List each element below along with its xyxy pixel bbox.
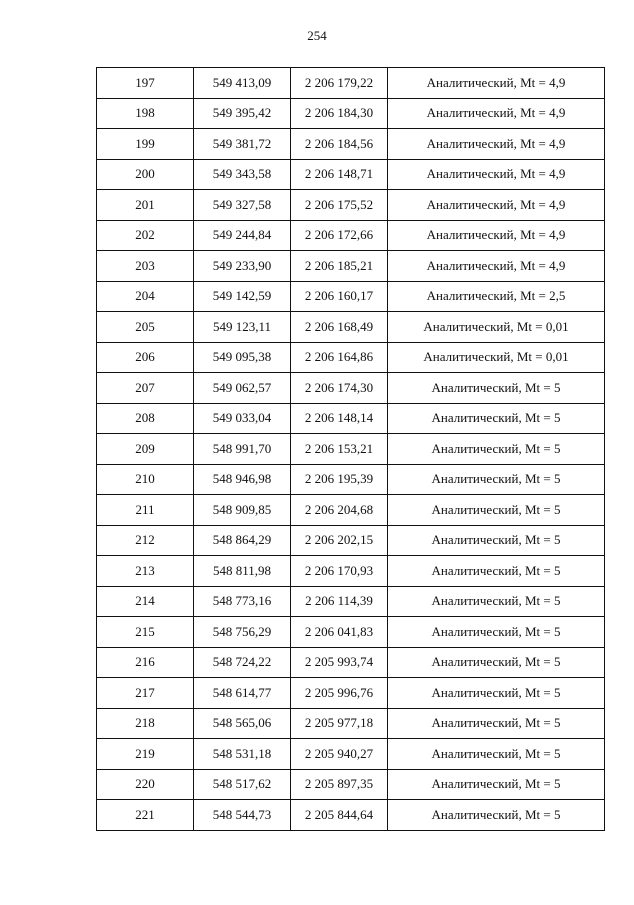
point-number-cell: 201: [97, 190, 194, 221]
y-coordinate-cell: 2 206 175,52: [291, 190, 388, 221]
x-coordinate-cell: 549 095,38: [194, 342, 291, 373]
x-coordinate-cell: 549 381,72: [194, 129, 291, 160]
point-number-cell: 206: [97, 342, 194, 373]
point-number-cell: 197: [97, 68, 194, 99]
table-row: [97, 647, 605, 678]
x-coordinate-cell: 549 413,09: [194, 68, 291, 99]
point-number-cell: 200: [97, 159, 194, 190]
point-number-cell: 199: [97, 129, 194, 160]
table-row: [97, 769, 605, 800]
point-number-cell: 203: [97, 251, 194, 282]
x-coordinate-cell: 548 531,18: [194, 739, 291, 770]
y-coordinate-cell: 2 206 153,21: [291, 434, 388, 465]
point-number-cell: 212: [97, 525, 194, 556]
x-coordinate-cell: 548 565,06: [194, 708, 291, 739]
table-row: [97, 739, 605, 770]
method-cell: Аналитический, Mt = 5: [388, 769, 605, 800]
table-row: [97, 678, 605, 709]
y-coordinate-cell: 2 206 114,39: [291, 586, 388, 617]
method-cell: Аналитический, Mt = 5: [388, 586, 605, 617]
point-number-cell: 202: [97, 220, 194, 251]
point-number-cell: 210: [97, 464, 194, 495]
x-coordinate-cell: 548 864,29: [194, 525, 291, 556]
y-coordinate-cell: 2 206 170,93: [291, 556, 388, 587]
point-number-cell: 205: [97, 312, 194, 343]
x-coordinate-cell: 549 343,58: [194, 159, 291, 190]
y-coordinate-cell: 2 206 160,17: [291, 281, 388, 312]
x-coordinate-cell: 549 062,57: [194, 373, 291, 404]
method-cell: Аналитический, Mt = 5: [388, 800, 605, 831]
y-coordinate-cell: 2 206 174,30: [291, 373, 388, 404]
method-cell: Аналитический, Mt = 5: [388, 495, 605, 526]
y-coordinate-cell: 2 206 172,66: [291, 220, 388, 251]
y-coordinate-cell: 2 205 993,74: [291, 647, 388, 678]
y-coordinate-cell: 2 205 897,35: [291, 769, 388, 800]
table-row: [97, 708, 605, 739]
method-cell: Аналитический, Mt = 5: [388, 617, 605, 648]
table-row: [97, 525, 605, 556]
x-coordinate-cell: 548 517,62: [194, 769, 291, 800]
table-row: [97, 312, 605, 343]
method-cell: Аналитический, Mt = 5: [388, 434, 605, 465]
method-cell: Аналитический, Mt = 4,9: [388, 98, 605, 129]
method-cell: Аналитический, Mt = 5: [388, 678, 605, 709]
method-cell: Аналитический, Mt = 4,9: [388, 129, 605, 160]
point-number-cell: 217: [97, 678, 194, 709]
table-row: [97, 556, 605, 587]
method-cell: Аналитический, Mt = 5: [388, 556, 605, 587]
table-row: [97, 373, 605, 404]
method-cell: Аналитический, Mt = 5: [388, 739, 605, 770]
point-number-cell: 214: [97, 586, 194, 617]
x-coordinate-cell: 549 123,11: [194, 312, 291, 343]
point-number-cell: 207: [97, 373, 194, 404]
point-number-cell: 208: [97, 403, 194, 434]
point-number-cell: 221: [97, 800, 194, 831]
method-cell: Аналитический, Mt = 2,5: [388, 281, 605, 312]
x-coordinate-cell: 549 033,04: [194, 403, 291, 434]
x-coordinate-cell: 548 544,73: [194, 800, 291, 831]
point-number-cell: 218: [97, 708, 194, 739]
table-row: [97, 251, 605, 282]
x-coordinate-cell: 548 909,85: [194, 495, 291, 526]
method-cell: Аналитический, Mt = 5: [388, 525, 605, 556]
y-coordinate-cell: 2 206 185,21: [291, 251, 388, 282]
y-coordinate-cell: 2 206 148,71: [291, 159, 388, 190]
table-row: [97, 403, 605, 434]
x-coordinate-cell: 549 327,58: [194, 190, 291, 221]
method-cell: Аналитический, Mt = 4,9: [388, 251, 605, 282]
table-row: [97, 220, 605, 251]
coordinates-table: [96, 67, 605, 831]
x-coordinate-cell: 548 614,77: [194, 678, 291, 709]
method-cell: Аналитический, Mt = 5: [388, 403, 605, 434]
x-coordinate-cell: 548 811,98: [194, 556, 291, 587]
x-coordinate-cell: 549 395,42: [194, 98, 291, 129]
table-row: [97, 464, 605, 495]
method-cell: Аналитический, Mt = 5: [388, 647, 605, 678]
table-body: [97, 68, 605, 831]
x-coordinate-cell: 548 946,98: [194, 464, 291, 495]
table-row: [97, 495, 605, 526]
point-number-cell: 211: [97, 495, 194, 526]
y-coordinate-cell: 2 206 041,83: [291, 617, 388, 648]
y-coordinate-cell: 2 205 940,27: [291, 739, 388, 770]
x-coordinate-cell: 549 233,90: [194, 251, 291, 282]
method-cell: Аналитический, Mt = 5: [388, 708, 605, 739]
y-coordinate-cell: 2 206 164,86: [291, 342, 388, 373]
point-number-cell: 213: [97, 556, 194, 587]
y-coordinate-cell: 2 206 195,39: [291, 464, 388, 495]
y-coordinate-cell: 2 205 977,18: [291, 708, 388, 739]
table-row: [97, 129, 605, 160]
table-row: [97, 98, 605, 129]
y-coordinate-cell: 2 206 204,68: [291, 495, 388, 526]
method-cell: Аналитический, Mt = 4,9: [388, 159, 605, 190]
method-cell: Аналитический, Mt = 4,9: [388, 68, 605, 99]
method-cell: Аналитический, Mt = 5: [388, 373, 605, 404]
point-number-cell: 198: [97, 98, 194, 129]
y-coordinate-cell: 2 205 996,76: [291, 678, 388, 709]
x-coordinate-cell: 549 142,59: [194, 281, 291, 312]
point-number-cell: 219: [97, 739, 194, 770]
y-coordinate-cell: 2 206 202,15: [291, 525, 388, 556]
x-coordinate-cell: 548 756,29: [194, 617, 291, 648]
y-coordinate-cell: 2 206 184,56: [291, 129, 388, 160]
point-number-cell: 209: [97, 434, 194, 465]
x-coordinate-cell: 549 244,84: [194, 220, 291, 251]
table-row: [97, 342, 605, 373]
table-row: [97, 800, 605, 831]
x-coordinate-cell: 548 724,22: [194, 647, 291, 678]
table-row: [97, 159, 605, 190]
method-cell: Аналитический, Mt = 5: [388, 464, 605, 495]
y-coordinate-cell: 2 206 148,14: [291, 403, 388, 434]
method-cell: Аналитический, Mt = 4,9: [388, 190, 605, 221]
table-row: [97, 617, 605, 648]
y-coordinate-cell: 2 205 844,64: [291, 800, 388, 831]
table-row: [97, 68, 605, 99]
method-cell: Аналитический, Mt = 4,9: [388, 220, 605, 251]
table-row: [97, 586, 605, 617]
y-coordinate-cell: 2 206 168,49: [291, 312, 388, 343]
page-number: 254: [307, 28, 327, 43]
point-number-cell: 220: [97, 769, 194, 800]
y-coordinate-cell: 2 206 179,22: [291, 68, 388, 99]
table-row: [97, 434, 605, 465]
point-number-cell: 215: [97, 617, 194, 648]
x-coordinate-cell: 548 773,16: [194, 586, 291, 617]
method-cell: Аналитический, Mt = 0,01: [388, 312, 605, 343]
table-row: [97, 190, 605, 221]
y-coordinate-cell: 2 206 184,30: [291, 98, 388, 129]
point-number-cell: 204: [97, 281, 194, 312]
method-cell: Аналитический, Mt = 0,01: [388, 342, 605, 373]
x-coordinate-cell: 548 991,70: [194, 434, 291, 465]
table-row: [97, 281, 605, 312]
point-number-cell: 216: [97, 647, 194, 678]
